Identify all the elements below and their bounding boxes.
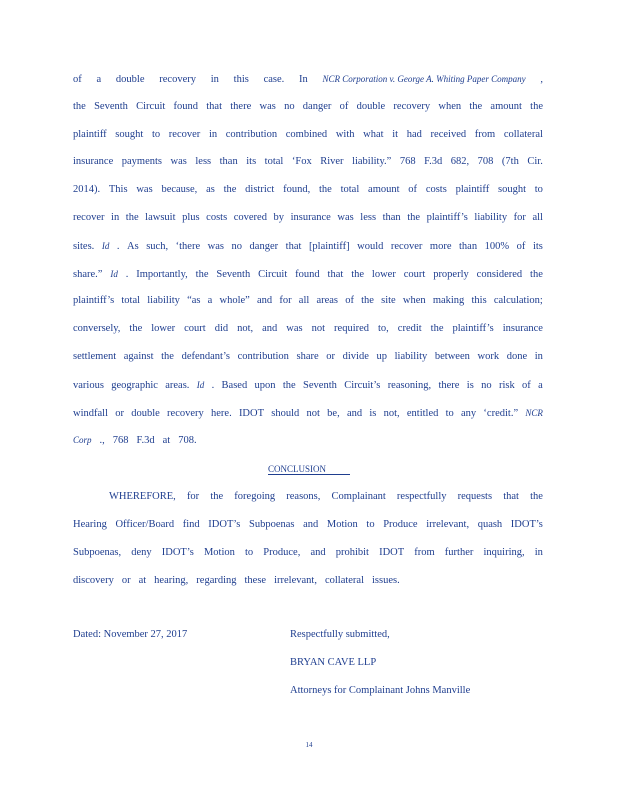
word: irrelevant,	[426, 519, 470, 530]
word: recovery	[393, 100, 431, 112]
word: settlement	[73, 351, 117, 362]
word: various	[73, 379, 104, 391]
word: areas	[316, 295, 339, 307]
word: done	[506, 351, 528, 362]
word: by	[273, 212, 285, 223]
word: Seventh	[303, 379, 337, 391]
word: be,	[327, 407, 340, 419]
word: WHEREFORE,	[109, 491, 176, 502]
word: .	[125, 268, 129, 280]
body-line	[73, 378, 543, 392]
word: IDOT	[238, 407, 265, 419]
word: was	[259, 100, 276, 112]
word: the	[129, 323, 143, 335]
word: what	[363, 128, 384, 140]
word: is	[466, 379, 474, 391]
word: Circuit	[136, 100, 166, 112]
word: amount	[490, 100, 522, 112]
word: these	[244, 575, 267, 586]
word: insurance	[73, 156, 114, 168]
word: a	[96, 74, 102, 85]
word: its	[246, 156, 257, 168]
word: ‘there	[175, 240, 201, 252]
word: F.3d	[424, 156, 443, 168]
word: recover	[390, 240, 423, 252]
body-line	[73, 183, 543, 197]
word: Complainant	[331, 491, 386, 502]
word: hearing,	[154, 575, 189, 586]
word: divide	[342, 351, 369, 362]
word: of	[408, 184, 418, 196]
word: or	[115, 407, 124, 419]
signature-closing: Respectfully submitted,	[290, 629, 390, 640]
word: .	[116, 240, 120, 252]
word: or	[326, 351, 336, 362]
word: from	[474, 128, 496, 140]
word: issues.	[372, 575, 400, 586]
word: in	[210, 74, 219, 85]
word: of	[339, 100, 349, 112]
word: contribution	[237, 351, 289, 362]
case-citation: Id	[110, 268, 118, 279]
word: further	[444, 547, 474, 558]
body-line	[73, 239, 543, 253]
word: for	[279, 295, 292, 307]
word: This	[108, 184, 128, 196]
word: upon	[254, 379, 276, 391]
word: not	[311, 323, 326, 335]
word: that	[285, 240, 302, 252]
word: 2014).	[73, 184, 101, 196]
word: inquiring,	[483, 547, 525, 558]
word: found	[173, 100, 199, 112]
word: costs	[425, 184, 447, 196]
word: Importantly,	[136, 268, 188, 280]
word: because,	[161, 184, 198, 196]
word: against	[123, 351, 154, 362]
word: deny	[131, 547, 152, 558]
word: and	[310, 547, 326, 558]
word: the	[530, 100, 543, 112]
word: court	[184, 323, 206, 335]
word: more	[429, 240, 452, 252]
word: danger	[302, 100, 332, 112]
word: from	[414, 547, 435, 558]
word: contribution	[225, 128, 278, 140]
word: for	[513, 212, 526, 223]
case-citation: NCR Corporation v. George A. Whiting Paper Company	[322, 74, 526, 84]
word: of	[516, 240, 526, 252]
word: in	[208, 128, 218, 140]
word: court	[403, 268, 426, 280]
word: areas.	[165, 379, 190, 391]
word: all	[532, 212, 543, 223]
word: was	[337, 212, 354, 223]
word: up	[376, 351, 387, 362]
word: geographic	[111, 379, 158, 391]
word: recovery	[159, 74, 196, 85]
word: .,	[99, 435, 105, 447]
word: Circuit’s	[344, 379, 381, 391]
case-citation: NCR	[525, 407, 543, 418]
word: 100%	[484, 240, 510, 252]
word: to,	[378, 323, 389, 335]
word: found,	[283, 184, 311, 196]
body-line	[73, 406, 543, 420]
word: reasoning,	[387, 379, 432, 391]
word: in	[534, 351, 543, 362]
word: Seventh	[216, 268, 251, 280]
word: all	[298, 295, 310, 307]
word: the	[210, 491, 224, 502]
word: the	[125, 212, 139, 223]
page-number: 14	[305, 741, 313, 749]
word: Produce	[383, 519, 418, 530]
word: the	[161, 351, 174, 362]
word: was	[136, 184, 153, 196]
word: a	[207, 295, 213, 307]
word: discovery	[73, 575, 114, 586]
word: Circuit	[258, 268, 288, 280]
word: site	[381, 295, 396, 307]
word: properly	[433, 268, 469, 280]
word: plaintiff’s	[73, 295, 115, 307]
word: of	[345, 295, 354, 307]
word: River	[320, 156, 344, 168]
word: entitled	[406, 407, 439, 419]
word: requests	[457, 491, 493, 502]
word: double	[131, 407, 160, 419]
word: 768	[399, 156, 416, 168]
word: Cir.	[527, 156, 543, 168]
word: plaintiff	[455, 184, 490, 196]
word: it	[392, 128, 399, 140]
word: to	[151, 128, 161, 140]
conclusion-heading: CONCLUSION	[0, 463, 618, 475]
word: conversely,	[73, 323, 121, 335]
word: than	[459, 240, 478, 252]
word: total	[121, 295, 141, 307]
word: lower	[371, 268, 396, 280]
word: credit	[397, 323, 422, 335]
word: covered	[233, 212, 267, 223]
word: less	[360, 212, 377, 223]
word: share.”	[73, 268, 103, 280]
word: “as	[187, 295, 201, 307]
word: was	[207, 240, 224, 252]
word: risk	[498, 379, 515, 391]
word: a	[538, 379, 543, 391]
word: not	[306, 407, 320, 419]
word: Officer/Board	[115, 519, 175, 530]
word: no	[481, 379, 492, 391]
signature-role: Attorneys for Complainant Johns Manville	[290, 685, 471, 696]
word: to	[366, 519, 375, 530]
word: (7th	[501, 156, 519, 168]
word: is	[369, 407, 377, 419]
body-line	[73, 267, 543, 281]
word: received	[430, 128, 467, 140]
word: at	[162, 435, 171, 447]
word: liability	[147, 295, 180, 307]
word: the	[530, 268, 543, 280]
word: no	[231, 240, 243, 252]
conclusion-line	[73, 518, 543, 532]
word: double	[115, 74, 145, 85]
word: to	[534, 184, 543, 196]
word: the	[73, 100, 86, 112]
word: Based	[221, 379, 248, 391]
word: this	[233, 74, 249, 85]
body-line	[73, 322, 543, 336]
word: such,	[146, 240, 169, 252]
word: plus	[182, 212, 200, 223]
word: had	[406, 128, 422, 140]
case-citation: Id	[101, 240, 110, 251]
word: defendant’s	[181, 351, 230, 362]
word: collateral	[324, 575, 365, 586]
word: 708.	[178, 435, 197, 447]
word: between	[434, 351, 470, 362]
body-line	[73, 72, 543, 86]
word: total	[340, 184, 360, 196]
word: in	[111, 212, 120, 223]
word: the	[351, 268, 365, 280]
word: when	[438, 100, 462, 112]
word: find	[182, 519, 200, 530]
word: As	[127, 240, 139, 252]
word: the	[407, 212, 421, 223]
word: ‘Fox	[291, 156, 312, 168]
word: with	[335, 128, 355, 140]
word: there	[438, 379, 460, 391]
word: no	[284, 100, 295, 112]
word: sought	[497, 184, 526, 196]
word: that	[206, 100, 223, 112]
word: less	[195, 156, 212, 168]
word: or	[121, 575, 131, 586]
word: windfall	[73, 407, 108, 419]
body-line	[73, 128, 543, 142]
word: 682,	[450, 156, 470, 168]
word: foregoing	[234, 491, 276, 502]
word: as	[206, 184, 215, 196]
word: sites.	[73, 240, 95, 252]
word: plaintiff’s	[452, 323, 494, 335]
word: that	[503, 491, 519, 502]
word: respectfully	[396, 491, 447, 502]
word: and	[257, 295, 273, 307]
word: ‘credit.”	[483, 407, 519, 419]
word: liability	[394, 351, 428, 362]
body-line	[73, 100, 543, 114]
word: total	[264, 156, 284, 168]
word: recover	[168, 128, 201, 140]
word: there	[230, 100, 252, 112]
word: its	[532, 240, 543, 252]
word: combined	[285, 128, 328, 140]
word: making	[432, 295, 465, 307]
word: would	[357, 240, 384, 252]
body-line	[73, 433, 543, 447]
word: lawsuit	[145, 212, 176, 223]
word: than	[219, 156, 238, 168]
word: IDOT	[379, 547, 405, 558]
word: IDOT’s	[510, 519, 543, 530]
word: irrelevant,	[274, 575, 317, 586]
word: prohibit	[335, 547, 369, 558]
body-line	[73, 350, 543, 364]
word: IDOT’s	[161, 547, 194, 558]
conclusion-line	[109, 490, 543, 504]
word: the	[361, 295, 374, 307]
word: and	[303, 519, 319, 530]
word: of	[73, 74, 82, 85]
word: danger	[249, 240, 279, 252]
word: collateral	[503, 128, 543, 140]
word: in	[534, 547, 543, 558]
word: Seventh	[94, 100, 128, 112]
case-citation: Corp	[73, 435, 92, 446]
word: 708	[477, 156, 494, 168]
word: the	[319, 184, 332, 196]
word: case.	[263, 74, 285, 85]
word: calculation;	[493, 295, 543, 307]
word: whole”	[219, 295, 250, 307]
word: and	[262, 323, 278, 335]
body-line	[73, 294, 543, 308]
word: district	[245, 184, 275, 196]
word: required	[334, 323, 370, 335]
word: of	[522, 379, 531, 391]
word: amount	[368, 184, 400, 196]
word: here.	[211, 407, 232, 419]
body-line	[73, 155, 543, 169]
word: not,	[383, 407, 400, 419]
word: when	[402, 295, 426, 307]
word: any	[461, 407, 477, 419]
word: liability.”	[352, 156, 392, 168]
word: the	[469, 100, 483, 112]
word: costs	[206, 212, 228, 223]
word: In	[299, 74, 308, 85]
word: considered	[476, 268, 523, 280]
word: was	[170, 156, 187, 168]
body-line	[73, 211, 543, 225]
word: insurance	[290, 212, 331, 223]
word: to	[245, 547, 254, 558]
word: and	[346, 407, 363, 419]
case-citation: Id	[196, 379, 205, 390]
word: ,	[540, 74, 543, 85]
word: share	[296, 351, 319, 362]
word: recover	[73, 212, 105, 223]
word: the	[530, 491, 543, 502]
conclusion-line	[73, 574, 543, 588]
word: for	[186, 491, 200, 502]
word: Subpoenas	[248, 519, 295, 530]
conclusion-line	[73, 546, 543, 560]
word: Produce,	[263, 547, 301, 558]
word: not,	[237, 323, 254, 335]
word: quash	[477, 519, 503, 530]
word: should	[271, 407, 300, 419]
word: was	[286, 323, 303, 335]
word: .	[211, 379, 215, 391]
word: double	[356, 100, 386, 112]
word: that	[327, 268, 344, 280]
word: Hearing	[73, 519, 107, 530]
word: insurance	[502, 323, 543, 335]
word: sought	[115, 128, 144, 140]
date-line: Dated: November 27, 2017	[73, 629, 188, 640]
word: payments	[121, 156, 162, 168]
word: Motion	[326, 519, 358, 530]
word: plaintiff	[73, 128, 107, 140]
word: 768	[112, 435, 129, 447]
word: found	[295, 268, 320, 280]
word: this	[471, 295, 487, 307]
word: IDOT’s	[208, 519, 241, 530]
word: lower	[151, 323, 176, 335]
word: regarding	[196, 575, 237, 586]
word: the	[223, 184, 237, 196]
word: the	[282, 379, 296, 391]
word: to	[445, 407, 454, 419]
word: recovery	[167, 407, 204, 419]
word: Subpoenas,	[73, 547, 122, 558]
word: at	[138, 575, 147, 586]
word: the	[430, 323, 444, 335]
word: reasons,	[286, 491, 321, 502]
word: F.3d	[136, 435, 155, 447]
word: the	[195, 268, 209, 280]
word: work	[477, 351, 500, 362]
signature-firm: BRYAN CAVE LLP	[290, 657, 377, 668]
word: [plaintiff]	[308, 240, 350, 252]
word: than	[382, 212, 401, 223]
word: did	[214, 323, 229, 335]
word: liability	[474, 212, 508, 223]
word: Motion	[203, 547, 235, 558]
word: plaintiff’s	[426, 212, 468, 223]
